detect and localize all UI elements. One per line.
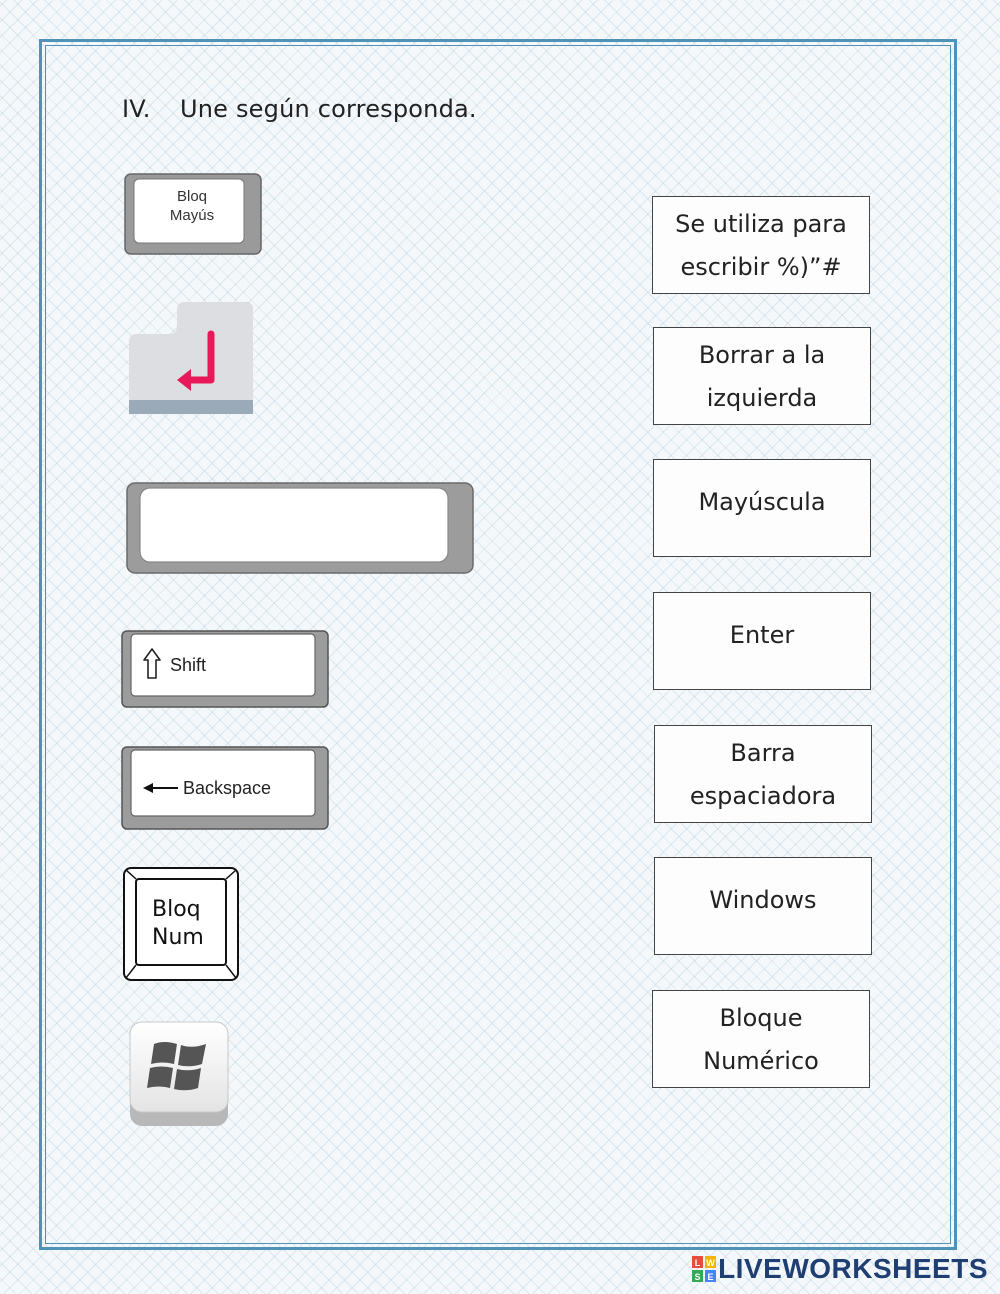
svg-text:L: L — [694, 1258, 701, 1268]
bloq-num-key-label-1: Bloq — [152, 897, 201, 922]
description-box-5-line-2: espaciadora — [689, 782, 837, 810]
backspace-key-image[interactable] — [121, 746, 331, 832]
exercise-heading — [122, 95, 477, 123]
description-box-1[interactable] — [652, 196, 870, 294]
description-box-1-line-1: Se utiliza para — [675, 210, 847, 238]
svg-text:E: E — [707, 1272, 714, 1282]
description-box-7[interactable] — [652, 990, 870, 1088]
description-box-6[interactable] — [654, 857, 872, 955]
description-box-3[interactable] — [653, 459, 871, 557]
spacebar-key-image[interactable] — [126, 482, 476, 576]
description-box-3-line-1: Mayúscula — [698, 488, 826, 516]
shift-key-image[interactable] — [121, 630, 331, 710]
liveworksheets-logo-text: LIVEWORKSHEETS — [718, 1253, 988, 1284]
bloq-mayus-key-label-2: Mayús — [169, 207, 215, 224]
description-box-2-line-2: izquierda — [706, 384, 818, 412]
liveworksheets-logo — [692, 1253, 988, 1285]
windows-key-image[interactable] — [128, 1020, 230, 1130]
backspace-key-label: Backspace — [183, 778, 272, 798]
description-box-4-line-1: Enter — [729, 621, 795, 649]
liveworksheets-badge-icon — [692, 1256, 716, 1282]
enter-key-image[interactable] — [127, 300, 255, 428]
description-box-1-line-2: escribir %)”# — [680, 253, 842, 281]
shift-key-label: Shift — [170, 655, 207, 675]
exercise-number: IV. — [122, 95, 151, 123]
svg-text:S: S — [694, 1272, 701, 1282]
description-box-4[interactable] — [653, 592, 871, 690]
description-box-5-line-1: Barra — [730, 739, 796, 767]
bloq-mayus-key-label-1: Bloq — [176, 188, 208, 205]
description-box-2-line-1: Borrar a la — [698, 341, 826, 369]
bloq-num-key-image[interactable] — [122, 866, 240, 984]
description-box-5[interactable] — [654, 725, 872, 823]
bloq-mayus-key-image[interactable] — [124, 173, 264, 257]
description-box-7-line-1: Bloque — [719, 1004, 803, 1032]
bloq-num-key-label-2: Num — [152, 925, 204, 950]
svg-text:W: W — [706, 1258, 715, 1268]
description-box-6-line-1: Windows — [709, 886, 817, 914]
description-box-2[interactable] — [653, 327, 871, 425]
exercise-instruction: Une según corresponda. — [180, 95, 477, 123]
description-box-7-line-2: Numérico — [703, 1047, 819, 1075]
